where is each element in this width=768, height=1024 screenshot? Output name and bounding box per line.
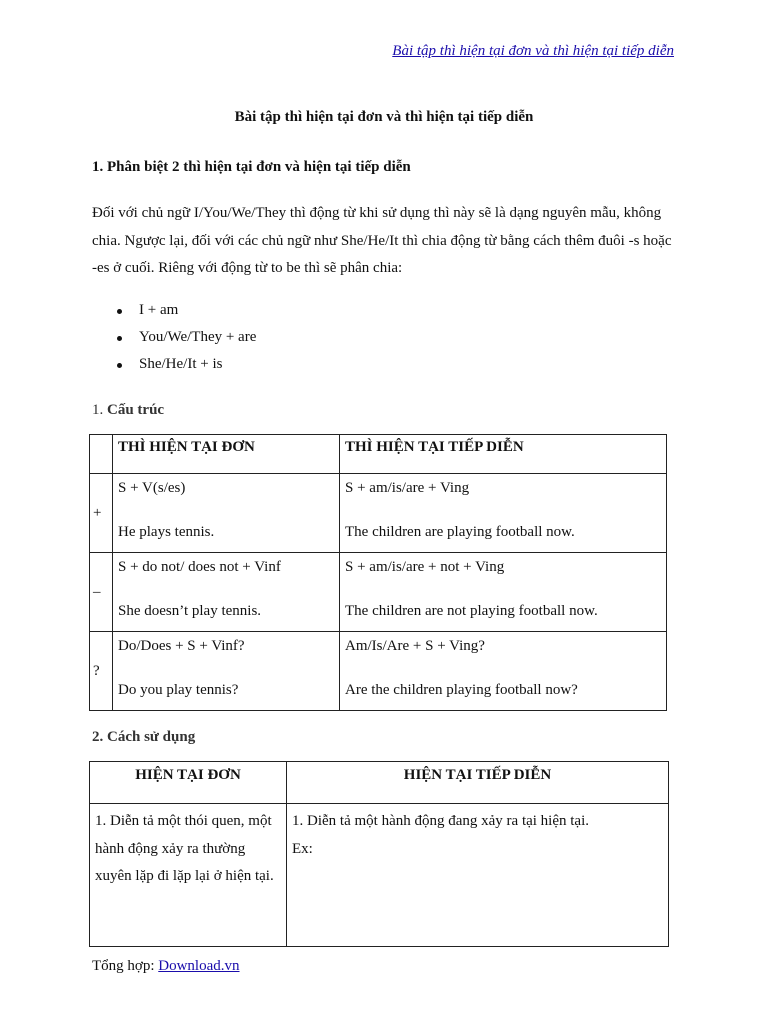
section-heading-comparison: 1. Phân biệt 2 thì hiện tại đơn và hiện tại tiếp diễn	[92, 159, 411, 175]
continuous-formula: S + am/is/are + not + Ving	[345, 559, 505, 575]
continuous-usage-text: 1. Diễn tả một hành động đang xảy ra tại hiện tại.	[292, 813, 590, 829]
simple-usage-cell: 1. Diễn tả một thói quen, một hành động xảy ra thường xuyên lặp đi lặp lại ở hiện tại.	[90, 804, 287, 947]
continuous-cell	[340, 632, 667, 711]
header-present-continuous: THÌ HIỆN TẠI TIẾP DIỄN	[340, 435, 667, 474]
table-row-negative	[90, 553, 667, 632]
row-symbol: +	[90, 474, 113, 553]
footer-label: Tổng hợp:	[92, 958, 155, 974]
simple-cell	[113, 553, 340, 632]
continuous-example: Are the children playing football now?	[345, 682, 578, 698]
header-present-continuous: HIỆN TẠI TIẾP DIỄN	[287, 762, 669, 804]
header-link[interactable]: Bài tập thì hiện tại đơn và thì hiện tại tiếp diễn	[392, 43, 674, 59]
bullet-item: I + am	[92, 297, 256, 324]
structure-heading-number: 1.	[92, 402, 104, 418]
usage-heading: 2. Cách sử dụng	[92, 729, 196, 745]
continuous-usage-cell	[287, 804, 669, 947]
simple-example: He plays tennis.	[118, 524, 215, 540]
simple-formula: Do/Does + S + Vinf?	[118, 638, 245, 654]
document-title: Bài tập thì hiện tại đơn và thì hiện tại tiếp diễn	[234, 109, 534, 125]
usage-table-header	[90, 762, 669, 804]
simple-example: She doesn’t play tennis.	[118, 603, 262, 619]
continuous-usage-example: Ex:	[292, 840, 313, 857]
row-symbol: –	[90, 553, 113, 632]
simple-formula: S + V(s/es)	[118, 480, 186, 496]
structure-table	[89, 434, 667, 711]
usage-table	[89, 761, 669, 947]
structure-heading-text: Cấu trúc	[107, 402, 165, 418]
header-simple-present: THÌ HIỆN TẠI ĐƠN	[113, 435, 340, 474]
continuous-formula: Am/Is/Are + S + Ving?	[345, 638, 485, 654]
continuous-example: The children are playing football now.	[345, 524, 575, 540]
header-symbol-cell	[90, 435, 113, 474]
footer-link[interactable]: Download.vn	[158, 958, 240, 974]
usage-row	[90, 804, 669, 947]
simple-cell	[113, 474, 340, 553]
to-be-bullet-list	[92, 297, 256, 378]
simple-example: Do you play tennis?	[118, 682, 239, 698]
continuous-example: The children are not playing football now.	[345, 603, 598, 619]
simple-cell	[113, 632, 340, 711]
intro-paragraph: Đối với chủ ngữ I/You/We/They thì động từ khi sử dụng thì này sẽ là dạng nguyên mẫu, không chia. Ngược lại, đối với các chủ ngữ như She/He/It thì chia động từ bằng cách thêm đuôi -s hoặc -es ở cuối. Riêng với động từ to be thì sẽ phân chia:	[92, 205, 672, 276]
table-row-affirmative	[90, 474, 667, 553]
row-symbol: ?	[90, 632, 113, 711]
structure-table-header	[90, 435, 667, 474]
structure-heading	[92, 402, 164, 419]
continuous-formula: S + am/is/are + Ving	[345, 480, 470, 496]
bullet-item: She/He/It + is	[92, 351, 256, 378]
table-row-question	[90, 632, 667, 711]
footer	[92, 958, 240, 975]
continuous-cell	[340, 553, 667, 632]
bullet-item: You/We/They + are	[92, 324, 256, 351]
header-simple-present: HIỆN TẠI ĐƠN	[90, 762, 287, 804]
continuous-cell	[340, 474, 667, 553]
simple-formula: S + do not/ does not + Vinf	[118, 559, 281, 575]
